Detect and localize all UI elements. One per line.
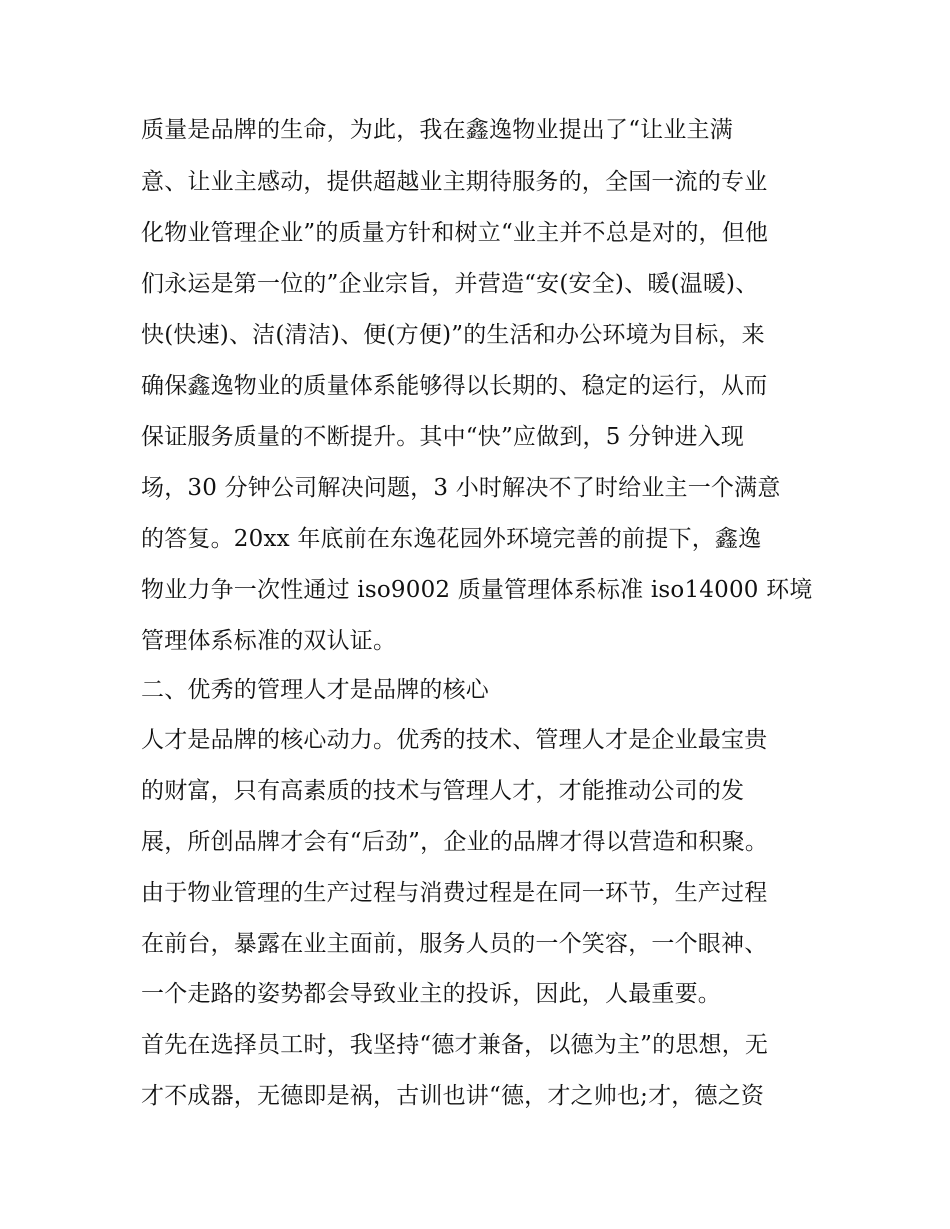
text-line: 快(快速)、洁(清洁)、便(方便)”的生活和办公环境为目标，来 xyxy=(141,322,765,348)
text-line: 确保鑫逸物业的质量体系能够得以长期的、稳定的运行，从而 xyxy=(141,373,768,399)
text-line: 在前台，暴露在业主面前，服务人员的一个笑容，一个眼神、 xyxy=(141,931,768,957)
text-line: 质量是品牌的生命，为此，我在鑫逸物业提出了“让业主满 xyxy=(141,117,733,143)
text-line: 化物业管理企业”的质量方针和树立“业主并不总是对的，但他 xyxy=(141,220,769,246)
text-line: 才不成器，无德即是祸，古训也讲“德，才之帅也;才，德之资 xyxy=(141,1083,765,1109)
section-heading: 二、优秀的管理人才是品牌的核心 xyxy=(141,677,489,703)
text-line: 的财富，只有高素质的技术与管理人才，才能推动公司的发 xyxy=(141,778,745,804)
text-line: 的答复。20xx 年底前在东逸花园外环境完善的前提下，鑫逸 xyxy=(141,526,762,552)
text-line: 一个走路的姿势都会导致业主的投诉，因此，人最重要。 xyxy=(141,981,721,1007)
text-line: 首先在选择员工时，我坚持“德才兼备，以德为主”的思想，无 xyxy=(141,1032,769,1058)
text-line: 保证服务质量的不断提升。其中“快”应做到，5 分钟进入现 xyxy=(141,424,745,450)
text-line: 物业力争一次性通过 iso9002 质量管理体系标准 iso14000 环境 xyxy=(141,577,813,603)
text-line: 意、让业主感动，提供超越业主期待服务的，全国一流的专业 xyxy=(141,169,768,195)
text-line: 展，所创品牌才会有“后劲”，企业的品牌才得以营造和积聚。 xyxy=(141,829,769,855)
text-line: 由于物业管理的生产过程与消费过程是在同一环节，生产过程 xyxy=(141,880,768,906)
text-line: 场，30 分钟公司解决问题，3 小时解决不了时给业主一个满意 xyxy=(141,475,781,501)
text-line: 管理体系标准的双认证。 xyxy=(141,628,397,654)
text-line: 们永运是第一位的”企业宗旨，并营造“安(安全)、暖(温暖)、 xyxy=(141,271,759,297)
text-line: 人才是品牌的核心动力。优秀的技术、管理人才是企业最宝贵 xyxy=(141,727,768,753)
